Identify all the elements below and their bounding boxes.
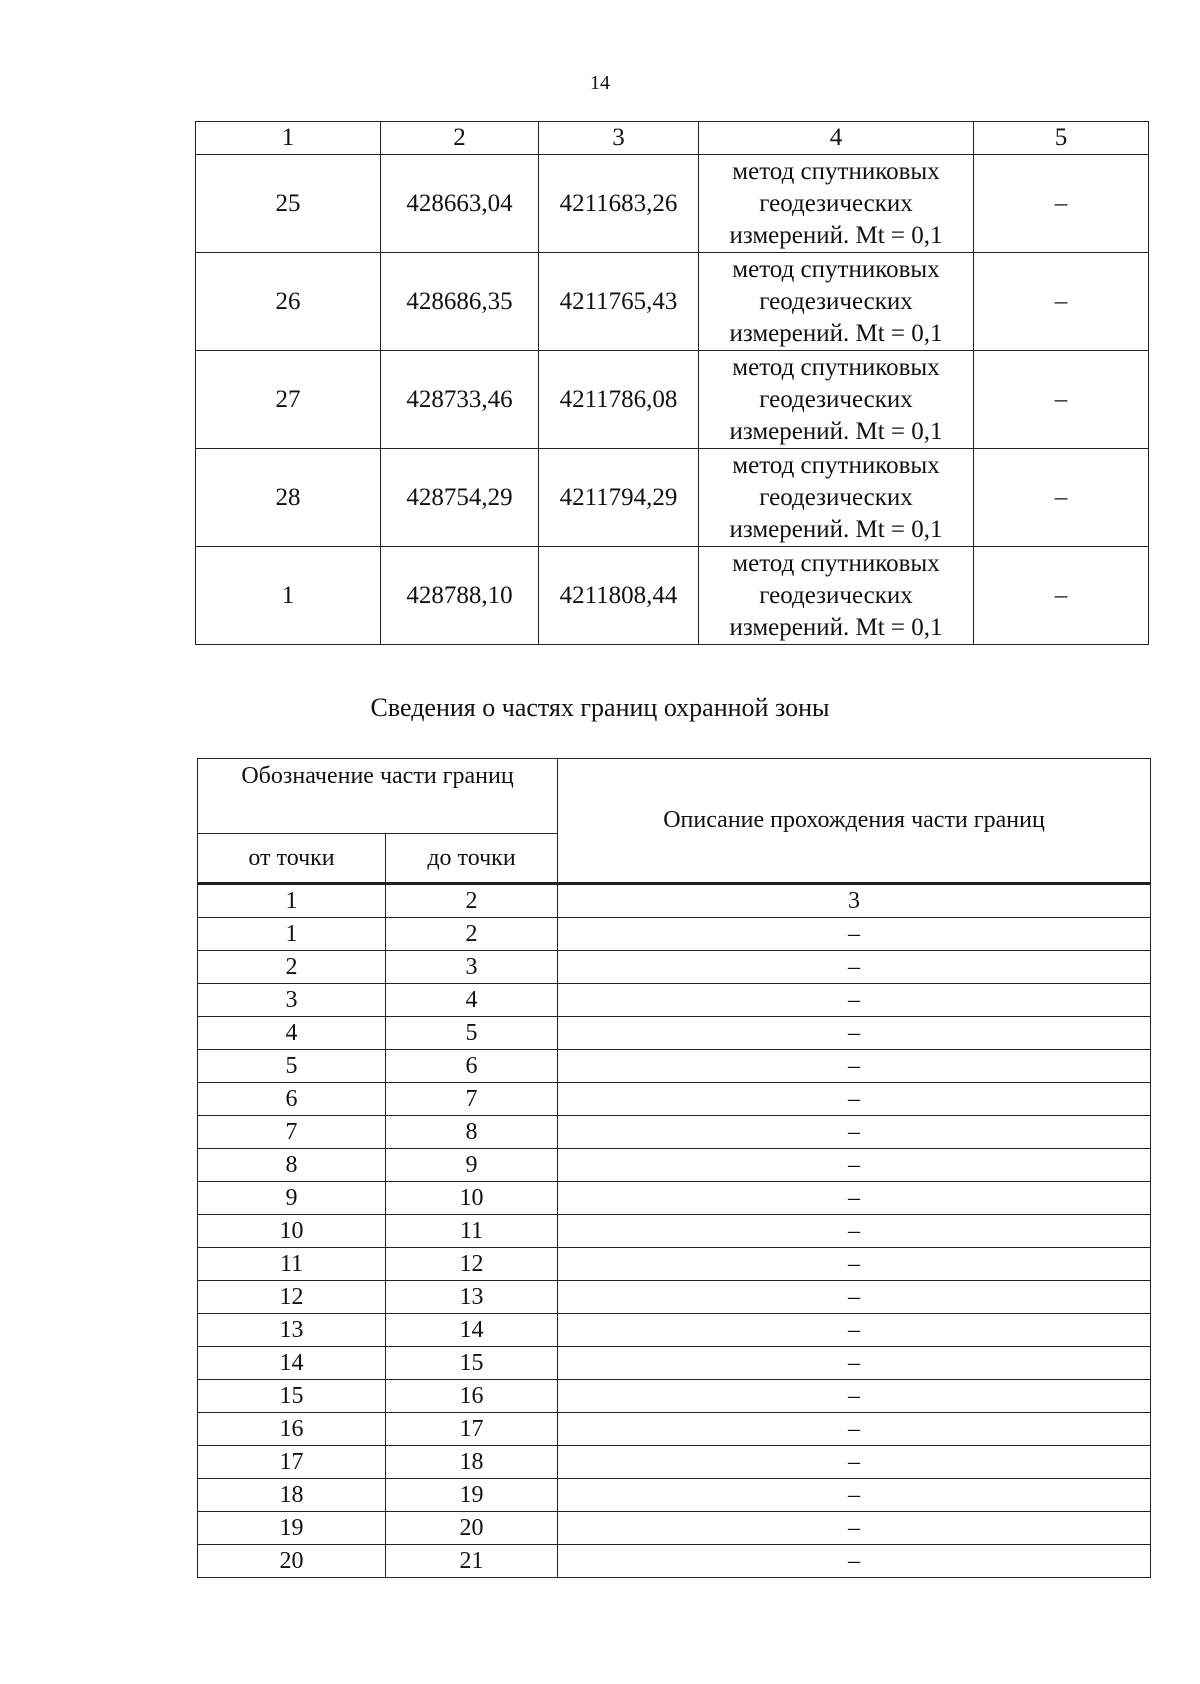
parts-row <box>198 1281 1151 1314</box>
parts-row <box>198 1479 1151 1512</box>
description-header: Описание прохождения части границ <box>558 759 1151 884</box>
from-point-cell: 20 <box>198 1545 386 1578</box>
to-point-cell: 11 <box>386 1215 558 1248</box>
parts-row <box>198 1248 1151 1281</box>
method-line: геодезических <box>759 385 913 413</box>
parts-numbering-row <box>198 884 1151 918</box>
section-title: Сведения о частях границ охранной зоны <box>370 693 830 722</box>
method-line: метод спутниковых <box>732 255 940 283</box>
note-cell: – <box>974 155 1149 253</box>
point-cell: 28 <box>196 449 381 547</box>
note-cell: – <box>974 253 1149 351</box>
method-line: измерений. Mt = 0,1 <box>729 319 943 347</box>
to-point-cell: 15 <box>386 1347 558 1380</box>
description-cell: – <box>558 984 1151 1017</box>
from-point-cell: 11 <box>198 1248 386 1281</box>
col-header-2: 2 <box>381 122 539 155</box>
note-cell: – <box>974 351 1149 449</box>
parts-row <box>198 1512 1151 1545</box>
point-cell: 26 <box>196 253 381 351</box>
description-cell: – <box>558 1545 1151 1578</box>
coordinates-body <box>196 155 1149 645</box>
description-cell: – <box>558 1149 1151 1182</box>
parts-header-row-1 <box>198 759 1151 834</box>
y-coordinate-cell: 4211765,43 <box>539 253 699 351</box>
description-cell: – <box>558 1083 1151 1116</box>
description-cell: – <box>558 951 1151 984</box>
to-point-cell: 5 <box>386 1017 558 1050</box>
method-cell <box>699 449 974 547</box>
description-cell: – <box>558 1248 1151 1281</box>
to-point-cell: 20 <box>386 1512 558 1545</box>
point-cell: 25 <box>196 155 381 253</box>
from-point-cell: 9 <box>198 1182 386 1215</box>
description-cell: – <box>558 1446 1151 1479</box>
description-cell: – <box>558 1479 1151 1512</box>
to-point-cell: 7 <box>386 1083 558 1116</box>
description-cell: – <box>558 918 1151 951</box>
to-point-header: до точки <box>386 834 558 884</box>
parts-row <box>198 1017 1151 1050</box>
to-point-cell: 2 <box>386 918 558 951</box>
coordinates-row <box>196 155 1149 253</box>
coordinates-table <box>195 121 1149 645</box>
method-cell <box>699 155 974 253</box>
numbering-cell-2: 2 <box>386 884 558 918</box>
numbering-cell-1: 1 <box>198 884 386 918</box>
parts-body <box>198 884 1151 1578</box>
method-line: геодезических <box>759 189 913 217</box>
to-point-cell: 13 <box>386 1281 558 1314</box>
parts-row <box>198 1116 1151 1149</box>
method-cell <box>699 253 974 351</box>
to-point-cell: 12 <box>386 1248 558 1281</box>
x-coordinate-cell: 428663,04 <box>381 155 539 253</box>
from-point-cell: 7 <box>198 1116 386 1149</box>
to-point-cell: 8 <box>386 1116 558 1149</box>
from-point-cell: 14 <box>198 1347 386 1380</box>
from-point-cell: 16 <box>198 1413 386 1446</box>
y-coordinate-cell: 4211786,08 <box>539 351 699 449</box>
from-point-cell: 18 <box>198 1479 386 1512</box>
method-line: геодезических <box>759 483 913 511</box>
point-cell: 27 <box>196 351 381 449</box>
parts-row <box>198 984 1151 1017</box>
from-point-cell: 19 <box>198 1512 386 1545</box>
parts-row <box>198 1413 1151 1446</box>
x-coordinate-cell: 428754,29 <box>381 449 539 547</box>
parts-row <box>198 918 1151 951</box>
y-coordinate-cell: 4211683,26 <box>539 155 699 253</box>
description-cell: – <box>558 1215 1151 1248</box>
parts-row <box>198 1083 1151 1116</box>
description-cell: – <box>558 1512 1151 1545</box>
coordinates-row <box>196 253 1149 351</box>
description-cell: – <box>558 1017 1151 1050</box>
from-point-cell: 4 <box>198 1017 386 1050</box>
to-point-cell: 21 <box>386 1545 558 1578</box>
boundary-parts-table <box>197 758 1151 1578</box>
description-cell: – <box>558 1182 1151 1215</box>
to-point-cell: 9 <box>386 1149 558 1182</box>
description-cell: – <box>558 1116 1151 1149</box>
method-line: измерений. Mt = 0,1 <box>729 613 943 641</box>
from-point-cell: 13 <box>198 1314 386 1347</box>
to-point-cell: 3 <box>386 951 558 984</box>
coordinates-header-row <box>196 122 1149 155</box>
parts-row <box>198 1380 1151 1413</box>
parts-row <box>198 1149 1151 1182</box>
method-cell <box>699 351 974 449</box>
from-point-cell: 10 <box>198 1215 386 1248</box>
parts-row <box>198 1347 1151 1380</box>
from-point-cell: 15 <box>198 1380 386 1413</box>
parts-row <box>198 951 1151 984</box>
method-line: метод спутниковых <box>732 353 940 381</box>
method-line: геодезических <box>759 287 913 315</box>
to-point-cell: 10 <box>386 1182 558 1215</box>
to-point-cell: 4 <box>386 984 558 1017</box>
method-line: измерений. Mt = 0,1 <box>729 221 943 249</box>
description-cell: – <box>558 1314 1151 1347</box>
from-point-cell: 17 <box>198 1446 386 1479</box>
method-line: измерений. Mt = 0,1 <box>729 515 943 543</box>
method-line: метод спутниковых <box>732 451 940 479</box>
from-point-cell: 5 <box>198 1050 386 1083</box>
to-point-cell: 14 <box>386 1314 558 1347</box>
from-point-cell: 3 <box>198 984 386 1017</box>
parts-row <box>198 1182 1151 1215</box>
method-line: метод спутниковых <box>732 549 940 577</box>
col-header-5: 5 <box>974 122 1149 155</box>
from-point-cell: 8 <box>198 1149 386 1182</box>
method-line: измерений. Mt = 0,1 <box>729 417 943 445</box>
coordinates-row <box>196 351 1149 449</box>
col-header-1: 1 <box>196 122 381 155</box>
from-point-header: от точки <box>198 834 386 884</box>
point-cell: 1 <box>196 547 381 645</box>
x-coordinate-cell: 428788,10 <box>381 547 539 645</box>
parts-row <box>198 1314 1151 1347</box>
note-cell: – <box>974 449 1149 547</box>
boundary-designation-header: Обозначение части границ <box>198 759 558 834</box>
x-coordinate-cell: 428733,46 <box>381 351 539 449</box>
note-cell: – <box>974 547 1149 645</box>
numbering-cell-3: 3 <box>558 884 1151 918</box>
coordinates-row <box>196 547 1149 645</box>
parts-row <box>198 1545 1151 1578</box>
col-header-4: 4 <box>699 122 974 155</box>
from-point-cell: 2 <box>198 951 386 984</box>
method-cell <box>699 547 974 645</box>
description-cell: – <box>558 1380 1151 1413</box>
page-number: 14 <box>590 72 610 94</box>
from-point-cell: 1 <box>198 918 386 951</box>
coordinates-row <box>196 449 1149 547</box>
description-cell: – <box>558 1050 1151 1083</box>
x-coordinate-cell: 428686,35 <box>381 253 539 351</box>
parts-row <box>198 1215 1151 1248</box>
description-cell: – <box>558 1281 1151 1314</box>
description-cell: – <box>558 1347 1151 1380</box>
y-coordinate-cell: 4211794,29 <box>539 449 699 547</box>
y-coordinate-cell: 4211808,44 <box>539 547 699 645</box>
to-point-cell: 16 <box>386 1380 558 1413</box>
from-point-cell: 12 <box>198 1281 386 1314</box>
to-point-cell: 6 <box>386 1050 558 1083</box>
method-line: метод спутниковых <box>732 157 940 185</box>
parts-row <box>198 1446 1151 1479</box>
to-point-cell: 18 <box>386 1446 558 1479</box>
to-point-cell: 17 <box>386 1413 558 1446</box>
from-point-cell: 6 <box>198 1083 386 1116</box>
method-line: геодезических <box>759 581 913 609</box>
parts-row <box>198 1050 1151 1083</box>
col-header-3: 3 <box>539 122 699 155</box>
to-point-cell: 19 <box>386 1479 558 1512</box>
description-cell: – <box>558 1413 1151 1446</box>
